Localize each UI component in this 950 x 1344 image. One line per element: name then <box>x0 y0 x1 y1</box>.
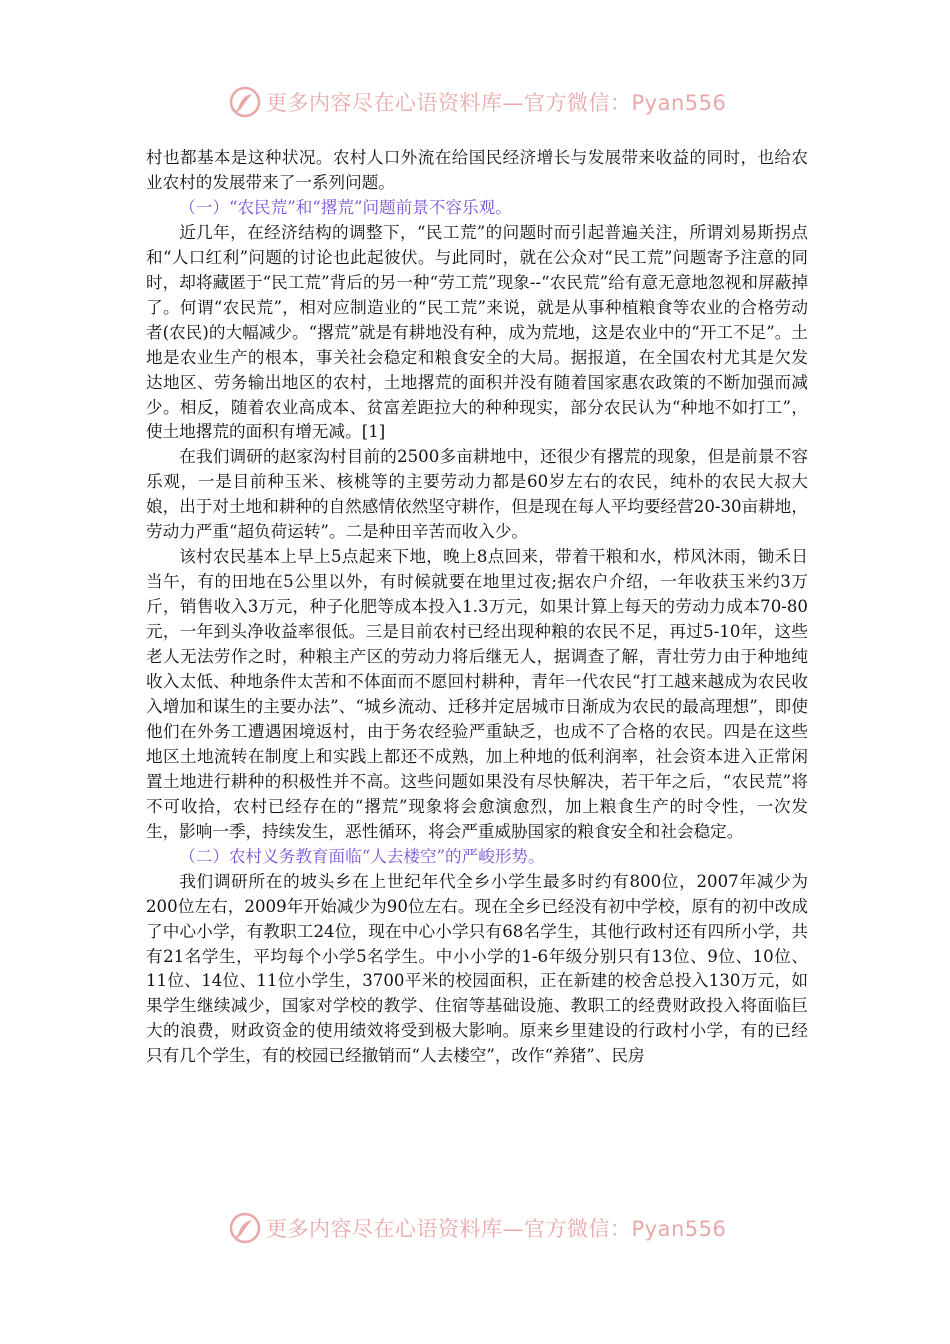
library-logo-icon <box>228 85 262 119</box>
section-heading-1: （一）“农民荒”和“撂荒”问题前景不容乐观。 <box>179 197 512 217</box>
footer-banner-text: 更多内容尽在心语资料库—官方微信：Pyan556 <box>266 1217 727 1241</box>
section-heading-2: （二）农村义务教育面临“人去楼空”的严峻形势。 <box>179 846 545 866</box>
paragraph: 在我们调研的赵家沟村目前的2500多亩耕地中，还很少有撂荒的现象，但是前景不容乐观，一是目前种玉米、核桃等的主要劳动力都是60岁左右的农民，纯朴的农民大叔大娘，出于对土地和耕种的自然感情依然坚守耕作，但是现在每人平均要经营20-30亩耕地，劳动力严重“超负荷运转”。二是种田辛苦而收入少。 <box>146 447 808 542</box>
library-logo-icon <box>228 1211 262 1245</box>
paragraph: 该村农民基本上早上5点起来下地，晚上8点回来，带着干粮和水，栉风沐雨，锄禾日当午，有的田地在5公里以外，有时候就要在地里过夜;据农户介绍，一年收获玉米约3万斤，销售收入3万元，种子化肥等成本投入1.3万元，如果计算上每天的劳动力成本70-80元，一年到头净收益率很低。三是目前农村已经出现种粮的农民不足，再过5-10年，这些老人无法劳作之时，种粮主产区的劳动力将后继无人，据调查了解，青壮劳力由于种地纯收入太低、种地条件太苦和不体面而不愿回村耕种，青年一代农民“打工越来越成为农民收入增加和谋生的主要办法”、“城乡流动、迁移并定居城市日渐成为农民的最高理想”，即使他们在外务工遭遇困境返村，由于务农经验严重缺乏，也成不了合格的农民。四是在这些地区土地流转在制度上和实践上都还不成熟，加上种地的低利润率，社会资本进入正常闲置土地进行耕种的积极性并不高。这些问题如果没有尽快解决，若干年之后，“农民荒”将不可收拾，农村已经存在的“撂荒”现象将会愈演愈烈，加上粮食生产的时令性，一次发生，影响一季，持续发生，恶性循环，将会严重威胁国家的粮食安全和社会稳定。 <box>146 547 808 841</box>
paragraph: 我们调研所在的坡头乡在上世纪年代全乡小学生最多时约有800位，2007年减少为200位左右，2009年开始减少为90位左右。现在全乡已经没有初中学校，原有的初中改成了中心小学，有教职工24位，现在中心小学只有68名学生，其他行政村还有四所小学，共有21名学生，平均每个小学5名学生。中小小学的1-6年级分别只有13位、9位、10位、11位、14位、11位小学生，3700平米的校园面积，正在新建的校舍总投入130万元，如果学生继续减少，国家对学校的教学、住宿等基础设施、教职工的经费财政投入将面临巨大的浪费，财政资金的使用绩效将受到极大影响。原来乡里建设的行政村小学，有的已经只有几个学生，有的校园已经撤销而“人去楼空”，改作“养猪”、民房 <box>146 871 808 1066</box>
footer-banner <box>228 1208 726 1248</box>
header-banner <box>228 82 726 122</box>
paragraph: 近几年，在经济结构的调整下，“民工荒”的问题时而引起普遍关注，所谓刘易斯拐点和“人口红利”问题的讨论也此起彼伏。与此同时，就在公众对“民工荒”问题寄予注意的同时，却将藏匿于“民工荒”背后的另一种“劳工荒”现象--“农民荒”给有意无意地忽视和屏蔽掉了。何谓“农民荒”，相对应制造业的“民工荒”来说，就是从事种植粮食等农业的合格劳动者(农民)的大幅减少。“撂荒”就是有耕地没有种，成为荒地，这是农业中的“开工不足”。土地是农业生产的根本，事关社会稳定和粮食安全的大局。据报道，在全国农村尤其是欠发达地区、劳务输出地区的农村，土地撂荒的面积并没有随着国家惠农政策的不断加强而减少。相反，随着农业高成本、贫富差距拉大的种种现实，部分农民认为“种地不如打工”，使土地撂荒的面积有增无减。[1] <box>146 222 808 442</box>
paragraph-continued: 村也都基本是这种状况。农村人口外流在给国民经济增长与发展带来收益的同时，也给农业农村的发展带来了一系列问题。 <box>146 148 808 192</box>
document-body <box>146 146 808 1069</box>
header-banner-text: 更多内容尽在心语资料库—官方微信：Pyan556 <box>266 91 727 115</box>
